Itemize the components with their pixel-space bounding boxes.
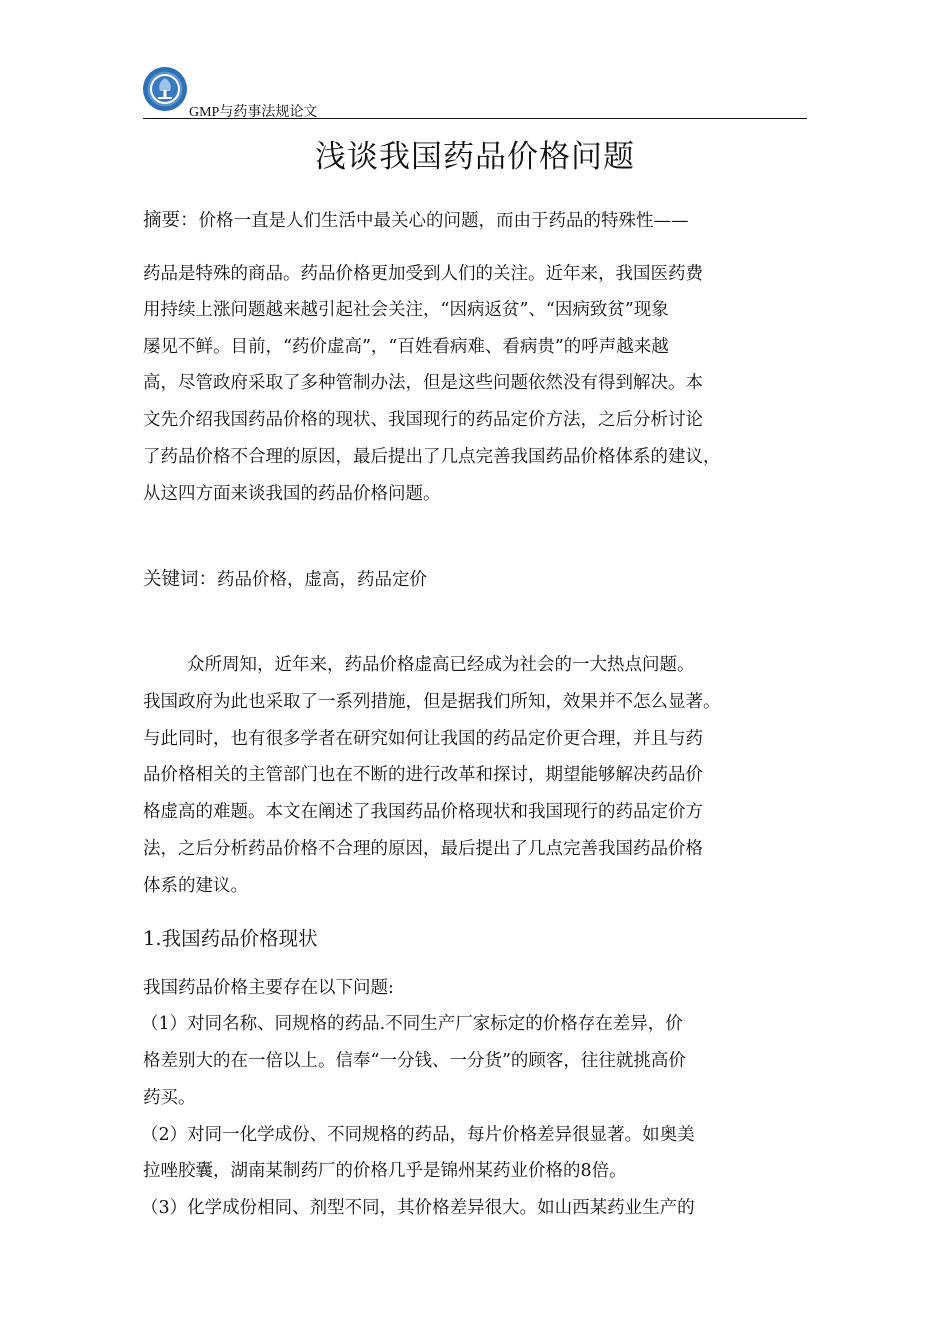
university-seal-icon [142, 66, 188, 112]
intro-line: 体系的建议。 [143, 876, 248, 896]
abstract-line: 价格一直是人们生活中最关心的问题，而由于药品的特殊性—— [198, 211, 689, 231]
section-line: （2）对同一化学成份、不同规格的药品，每片价格差异很显著。如奥美 [141, 1125, 695, 1145]
section-line: 我国药品价格主要存在以下问题: [143, 978, 394, 998]
abstract-line: 了药品价格不合理的原因，最后提出了几点完善我国药品价格体系的建议， [143, 447, 721, 467]
header-title: GMP与药事法规论文 [189, 105, 318, 120]
header-divider [143, 118, 807, 119]
document-title: 浅谈我国药品价格问题 [315, 139, 635, 175]
intro-line: 与此同时，也有很多学者在研究如何让我国的药品定价更合理，并且与药 [143, 729, 703, 749]
abstract-first-line [143, 212, 689, 231]
section-line: （3）化学成份相同、剂型不同，其价格差异很大。如山西某药业生产的 [141, 1198, 695, 1218]
abstract-line: 药品是特殊的商品。药品价格更加受到人们的关注。近年来，我国医药费 [143, 264, 703, 284]
section-heading: 1.我国药品价格现状 [143, 927, 318, 950]
abstract-line: 用持续上涨问题越来越引起社会关注，“因病返贫”、“因病致贫”现象 [143, 300, 669, 320]
keywords-label: 关键词： [143, 569, 218, 590]
intro-line: 格虚高的难题。本文在阐述了我国药品价格现状和我国现行的药品定价方 [143, 802, 703, 822]
intro-line: 我国政府为此也采取了一系列措施，但是据我们所知，效果并不怎么显著。 [143, 692, 721, 712]
abstract-line: 屡见不鲜。目前，“药价虚高”，“百姓看病难、看病贵”的呼声越来越 [143, 337, 669, 357]
keywords-line [143, 571, 427, 590]
abstract-line: 文先介绍我国药品价格的现状、我国现行的药品定价方法，之后分析讨论 [143, 410, 703, 430]
intro-line: 法，之后分析药品价格不合理的原因，最后提出了几点完善我国药品价格 [143, 839, 703, 859]
intro-line: 品价格相关的主管部门也在不断的进行改革和探讨，期望能够解决药品价 [143, 765, 703, 785]
intro-line: 众所周知，近年来，药品价格虚高已经成为社会的一大热点问题。 [187, 655, 695, 675]
section-line: （1）对同名称、同规格的药品.不同生产厂家标定的价格存在差异，价 [141, 1014, 683, 1034]
section-line: 药买。 [143, 1088, 196, 1108]
section-line: 拉唑胶囊，湖南某制药厂的价格几乎是锦州某药业价格的8倍。 [143, 1161, 627, 1181]
keywords-text: 药品价格，虚高，药品定价 [217, 570, 428, 590]
abstract-line: 高，尽管政府采取了多种管制办法，但是这些问题依然没有得到解决。本 [143, 373, 703, 393]
abstract-line: 从这四方面来谈我国的药品价格问题。 [143, 484, 441, 504]
abstract-label: 摘要： [143, 210, 199, 231]
section-line: 格差别大的在一倍以上。信奉“一分钱、一分货”的顾客，往往就挑高价 [143, 1051, 686, 1071]
